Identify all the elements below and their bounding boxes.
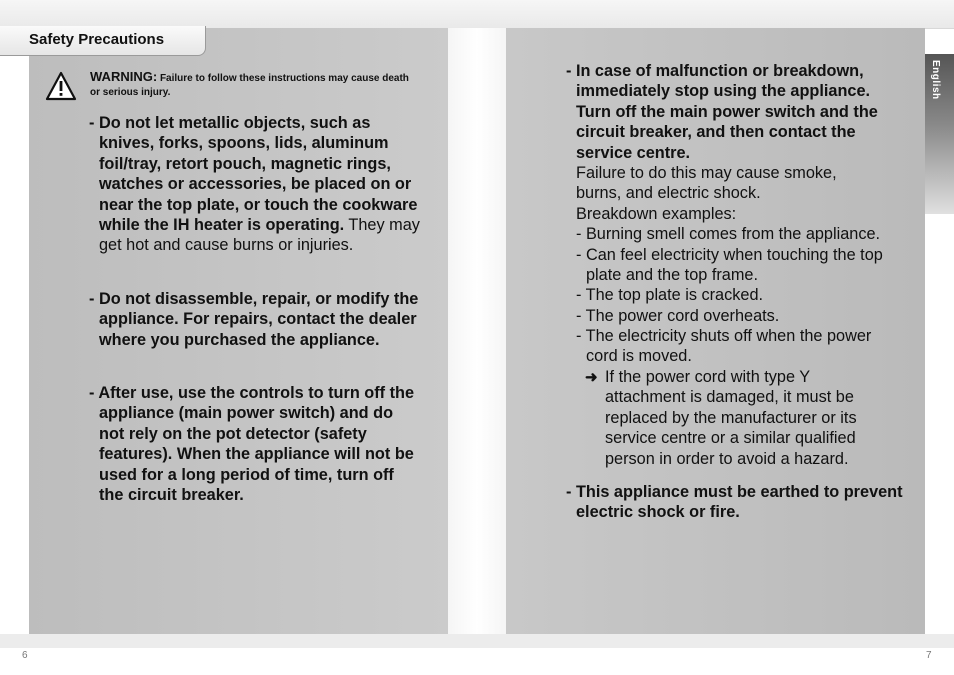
warning-label: WARNING:: [90, 69, 158, 84]
page-gutter: [448, 28, 506, 634]
example-item: - Burning smell comes from the appliance.: [576, 225, 881, 243]
note-text: If the power cord with type Y attachment is damaged, it must be replaced by the manufacturer or its service centre or a similar qualified person in order to avoid a hazard.: [605, 368, 857, 468]
language-label: English: [930, 60, 941, 100]
page-number-right: 7: [926, 650, 932, 661]
left-item-after-use: [89, 383, 421, 505]
arrow-right-icon: ➜: [585, 369, 598, 386]
section-tab: [0, 26, 206, 56]
example-item: - The power cord overheats.: [576, 307, 780, 325]
section-title: Safety Precautions: [29, 31, 165, 48]
left-item-normal: They may get hot and cause burns or injuries.: [99, 216, 420, 255]
left-item-bold: - Do not disassemble, repair, or modify the appliance. For repairs, contact the dealer where you purchased the appliance.: [89, 290, 419, 349]
language-tab: [925, 54, 954, 214]
power-cord-note: [585, 367, 880, 469]
earthed-bold: - This appliance must be earthed to prevent electric shock or fire.: [566, 483, 903, 522]
left-item-disassemble: [89, 289, 421, 350]
left-item-bold: - Do not let metallic objects, such as knives, forks, spoons, lids, aluminum foil/tray, retort pouch, magnetic rings, watches or accessories, be placed on or near the top plate, or touch the cookware while the IH heater is operating.: [89, 114, 418, 235]
bottom-band: [0, 634, 954, 648]
warning-triangle-icon: [45, 71, 77, 101]
warning-text: [90, 70, 410, 100]
left-item-bold: - After use, use the controls to turn off the appliance (main power switch) and do not rely on the pot detector (safety features). When the appliance will not be used for a long period of time, turn off the circuit breaker.: [89, 384, 415, 505]
right-item-malfunction: [566, 61, 906, 163]
example-item: - The top plate is cracked.: [576, 286, 764, 304]
example-item: - Can feel electricity when touching the top plate and the top frame.: [576, 246, 883, 285]
left-item-metal-objects: [89, 113, 421, 256]
malfunction-bold: - In case of malfunction or breakdown, immediately stop using the appliance. Turn off the main power switch and the circuit breaker, and then contact the service centre.: [566, 62, 878, 162]
right-item-earthed: [566, 482, 906, 523]
examples-heading: Breakdown examples:: [576, 205, 737, 223]
top-band: [0, 0, 954, 29]
page-number-left: 6: [22, 650, 28, 661]
warning-message: Failure to follow these instructions may cause death or serious injury.: [90, 73, 409, 98]
failure-text: Failure to do this may cause smoke, burns, and electric shock.: [576, 164, 837, 203]
example-item: - The electricity shuts off when the power cord is moved.: [576, 327, 872, 366]
